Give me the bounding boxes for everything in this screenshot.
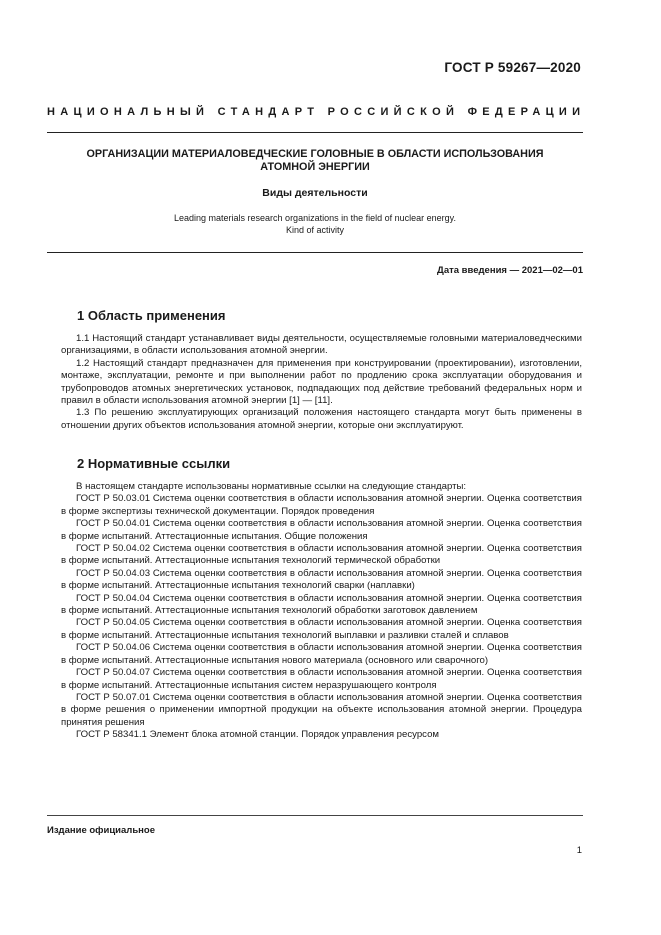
- reference-item: ГОСТ Р 58341.1 Элемент блока атомной станции. Порядок управления ресурсом: [76, 729, 440, 741]
- reference-item: ГОСТ Р 50.04.04 Система оценки соответствия в области использования атомной энергии. Оценка соответствия в форме испытаний. Аттестационные испытания технологий обработки заготовок давлением: [61, 592, 582, 617]
- document-title-line-2: АТОМНОЙ ЭНЕРГИИ: [260, 160, 370, 173]
- document-title-line-1: ОРГАНИЗАЦИИ МАТЕРИАЛОВЕДЧЕСКИЕ ГОЛОВНЫЕ В ОБЛАСТИ ИСПОЛЬЗОВАНИЯ: [86, 148, 544, 160]
- section-1-body: [61, 333, 582, 432]
- document-subtitle: Виды деятельности: [262, 187, 368, 199]
- reference-item: ГОСТ Р 50.03.01 Система оценки соответствия в области использования атомной энергии. Оценка соответствия в форме экспертизы технической документации. Порядок проведения: [61, 493, 582, 517]
- reference-item: ГОСТ Р 50.04.02 Система оценки соответствия в области использования атомной энергии. Оценка соответствия в форме испытаний. Аттестационные испытания технологий термической обработки: [61, 543, 582, 567]
- introduction-date: Дата введения — 2021—02—01: [437, 265, 583, 276]
- reference-item: ГОСТ Р 50.04.07 Система оценки соответствия в области использования атомной энергии. Оценка соответствия в форме испытаний. Аттестационные испытания систем неразрушающего контроля: [61, 667, 582, 691]
- title-divider: [47, 252, 583, 253]
- reference-item: ГОСТ Р 50.04.03 Система оценки соответствия в области использования атомной энергии. Оценка соответствия в форме испытаний. Аттестационные испытания технологий сварки (наплавки): [61, 567, 582, 592]
- page-number: 1: [576, 845, 582, 856]
- reference-item: ГОСТ Р 50.04.05 Система оценки соответствия в области использования атомной энергии. Оценка соответствия в форме испытаний. Аттестационные испытания технологий выплавки и разливки сталей и сплавов: [61, 617, 582, 641]
- reference-item: ГОСТ Р 50.04.01 Система оценки соответствия в области использования атомной энергии. Оценка соответствия в форме испытаний. Аттестационные испытания. Общие положения: [61, 518, 582, 542]
- national-standard-title: НАЦИОНАЛЬНЫЙ СТАНДАРТ РОССИЙСКОЙ ФЕДЕРАЦИИ: [47, 106, 586, 118]
- english-title-line-1: Leading materials research organizations in the field of nuclear energy.: [174, 213, 456, 223]
- gost-number: ГОСТ Р 59267—2020: [444, 60, 581, 75]
- english-title: [47, 212, 583, 236]
- paragraph-1-1: 1.1 Настоящий стандарт устанавливает виды деятельности, осуществляемые головными материаловедческими организациями, в области использования атомной энергии.: [61, 333, 582, 357]
- reference-item: ГОСТ Р 50.04.06 Система оценки соответствия в области использования атомной энергии. Оценка соответствия в форме испытаний. Аттестационные испытания нового материала (основного или сварочного): [61, 642, 582, 666]
- official-edition-label: Издание официальное: [47, 825, 155, 836]
- section-1-heading: 1 Область применения: [77, 308, 226, 323]
- section-2-body: [61, 481, 582, 742]
- header-divider: [47, 132, 583, 133]
- document-title: [47, 148, 583, 173]
- references-intro: В настоящем стандарте использованы нормативные ссылки на следующие стандарты:: [76, 481, 467, 492]
- paragraph-1-3: 1.3 По решению эксплуатирующих организаций положения настоящего стандарта могут быть применены в отношении других объектов использования атомной энергии, которые они эксплуатируют.: [61, 407, 582, 431]
- paragraph-1-2: 1.2 Настоящий стандарт предназначен для применения при конструировании (проектировании), изготовлении, монтаже, эксплуатации, ремонте и при выполнении работ по продлению срока эксплуатации оборудования и трубопроводов атомных энергетических установок, подпадающих под действие требований федеральных норм и правил в области использования атомной энергии [1] — [11].: [61, 357, 582, 407]
- english-title-line-2: Kind of activity: [285, 225, 345, 235]
- section-2-heading: 2 Нормативные ссылки: [77, 456, 231, 471]
- reference-item: ГОСТ Р 50.07.01 Система оценки соответствия в области использования атомной энергии. Оценка соответствия в форме решения о применении импортной продукции на объекте использования атомной энергии. Процедура принятия решения: [61, 691, 582, 728]
- footer-divider: [47, 815, 583, 816]
